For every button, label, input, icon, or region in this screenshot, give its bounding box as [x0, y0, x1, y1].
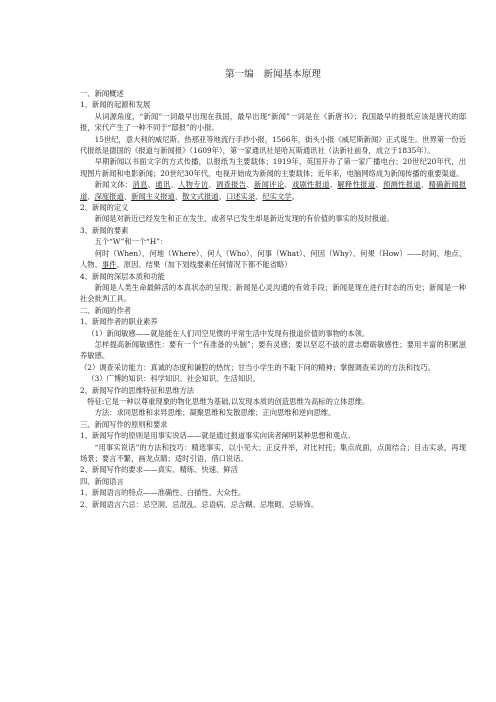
paragraph: 新闻是对新近已经发生和正在发生、或者早已发生却是新近发现的有价值的事实的及时报道。 [94, 214, 394, 224]
news-genre-item: 散文式报道 [182, 191, 219, 201]
paragraph: （1）新闻敏感——就是能在人们司空见惯的平常生活中发现有报道价值的事物的本领。 [87, 328, 370, 338]
subsection-heading: 1、新闻的起源和发展 [80, 100, 151, 110]
news-genre-item: 通讯 [155, 180, 171, 190]
genre-separator: 、 [170, 180, 179, 190]
genre-separator: 、 [174, 191, 183, 201]
genres-label: 新闻文体： [94, 180, 133, 190]
elements-paragraph [80, 248, 466, 271]
genre-separator: 、 [218, 191, 226, 201]
paragraph: 早期新闻以书面文字的方式传播，以报纸为主要载体；1919年，英国开办了第一家广播电台；20世纪20年代，出现图片新闻和电影新闻；20世纪30年代，电视开始成为新闻的主要载体；近年来，电脑网络成为新闻传播的重要渠道。 [80, 157, 466, 178]
news-genre-item: 纪实文学 [262, 191, 292, 201]
news-genre-item: 口述实录 [225, 191, 256, 201]
news-genres-paragraph [80, 179, 466, 202]
subsection-heading: 4、新闻的深层本质和功能 [80, 271, 165, 281]
subsection-heading: 1、新闻语言的特点——准确性、白描性、大众性。 [80, 488, 246, 498]
paragraph: “用事实说话”的方法和技巧：精选事实，以小见大；正反并举，对比衬托；集点成面，点面结合；目击实录，再现场景；要言不繁，画龙点睛；适时引语，借口说话。 [80, 442, 466, 463]
genre-separator: 。 [291, 191, 299, 201]
news-genre-item: 深度报道 [94, 191, 124, 201]
news-genre-item: 人物专访 [178, 180, 209, 190]
page-title: 第一编 新闻基本原理 [225, 69, 321, 80]
news-genre-item: 预测性报道 [382, 180, 421, 190]
subsection-heading: 2、新闻的定义 [80, 203, 129, 213]
genre-separator: 、 [246, 180, 254, 190]
genre-separator: 、 [420, 180, 429, 190]
genre-separator: 、 [147, 180, 156, 190]
section-heading: 三、新闻写作的原则和要求 [80, 419, 168, 429]
subsection-heading: 2、新闻写作的思维特征和思维方法 [80, 385, 195, 395]
subsection-heading: 1、新闻作者的职业素养 [80, 317, 158, 327]
section-heading: 四、新闻语言 [80, 476, 124, 486]
genre-separator: 、 [208, 180, 216, 190]
genre-separator: 、 [255, 191, 263, 201]
news-genre-item: 精确新闻报道 [80, 180, 467, 201]
genre-separator: 、 [284, 180, 292, 190]
subsection-heading: 1、新闻写作的原则是用事实说话——就是通过报道事实向读者阐明某种思想和观点。 [80, 431, 355, 441]
news-genre-item: 消息 [132, 180, 148, 190]
paragraph: 五个“W”和一个“H”： [94, 237, 168, 247]
paragraph: 15世纪，意大利的威尼斯、热那亚等地流行手抄小报，1566年，街头小报《威尼斯新闻》正式诞生。世界第一份近代报纸是德国的《报道与新闻报》（1609年），第一家通讯社是哈瓦斯通讯社（法新社前身，成立于1835年）。 [80, 134, 466, 156]
paragraph: 怎样提高新闻敏感性：要有一个“有准备的头脑”；要有灵感；要以坚忍不拔的意志磨砺敏感性；要用丰富的积累滋养敏感。 [80, 339, 466, 361]
section-heading: 一、新闻概述 [80, 89, 124, 98]
paragraph: （2）调查采访能力：真诚的态度和谦腔的热忱；甘当小学生的不耻下问的精神；掌握调查采访的方法和技巧。 [80, 362, 435, 372]
paragraph: （3）广博的知识：科学知识、社会知识、生活知识。 [87, 374, 260, 384]
subsection-heading: 3、新闻的要素 [80, 225, 129, 235]
paragraph: 方法：求同思维和求异思维；凝聚思维和发散思维；正向思维和逆向思维。 [94, 408, 336, 418]
genre-separator: 、 [123, 191, 132, 201]
subsection-heading: 2、新闻写作的要求——真实、精练、快速、鲜活 [80, 465, 238, 475]
genre-separator: 、 [87, 191, 95, 201]
paragraph: 新闻是人类生命最鲜活的本真状态的呈现；新闻是心灵沟通的有效手段；新闻是现在进行时态的历史；新闻是一种社会批判工具。 [80, 282, 466, 304]
elements-text-b: 、原因、结果（加下划线要素任何情况下都不能省略） [116, 260, 292, 270]
news-genre-item: 解释性报道 [337, 180, 376, 190]
news-genre-item: 新闻主义报道 [131, 191, 175, 201]
genre-separator: 、 [375, 180, 383, 190]
news-genre-item: 新闻评论 [253, 180, 285, 190]
underlined-element: 事件 [101, 260, 117, 270]
paragraph: 特征:它是一种以尊重现象的物化思维为基础,以发现本质的创造思维为高标的立体思维。 [87, 396, 370, 406]
subsection-heading: 2、新闻语言六忌：忌空洞、忌混乱、忌语病、忌含糊、忌堆砌、忌矫饰。 [80, 499, 319, 509]
genre-separator: 、 [329, 180, 338, 190]
news-genre-item: 调查报告 [216, 180, 247, 190]
elements-text-a: 何时（When）、何地（Where）、何人（Who）、何事（What）、何因（Why）、何果（How）——时间、地点、人物、 [80, 248, 466, 270]
news-genre-item: 戏剧性报道 [291, 180, 330, 190]
section-heading: 二、新闻的作者 [80, 305, 132, 315]
paragraph: 从词源角度，“新闻”一词最早出现在我国，最早出现“新闻”一词是在《新唐书》；我国最早的报纸应该是唐代的邸报，宋代产生了一种不同于“邸报”的小报。 [80, 111, 466, 133]
